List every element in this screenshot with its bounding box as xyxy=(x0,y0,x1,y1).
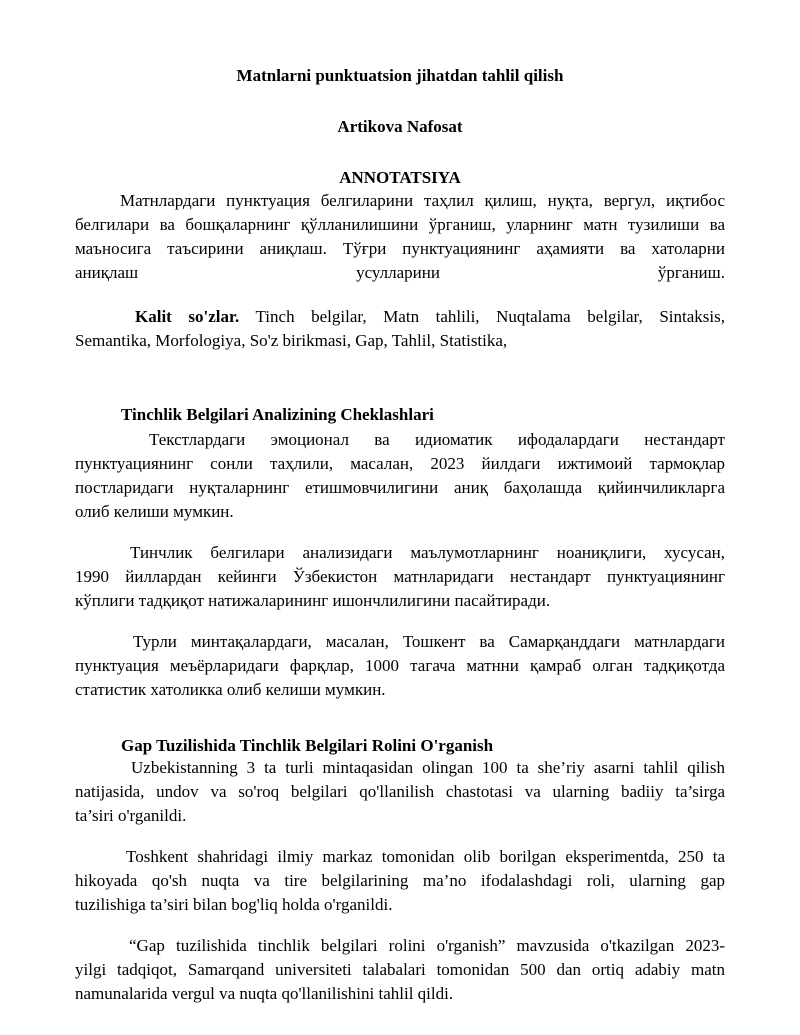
paragraph-line: tuzilishiga ta’siri bilan bog'liq holda o'rganildi. xyxy=(75,895,393,914)
paragraph-line: Турли минтақалардаги, масалан, Тошкент ва Самарқанддаги матнлардаги xyxy=(133,632,725,651)
paragraph-line: олиб келиши мумкин. xyxy=(75,502,234,521)
annotation-line: маъносига таъсирини аниқлаш. Тўғри пунктуациянинг аҳамияти ва хатоларни xyxy=(75,239,725,258)
paragraph-line: namunalarida vergul va nuqta qo'llanilishini tahlil qildi. xyxy=(75,984,454,1003)
paragraph-line: “Gap tuzilishida tinchlik belgilari rolini o'rganish” mavzusida o'tkazilgan 2023- xyxy=(129,936,725,955)
paragraph-line: пунктуациянинг сонли таҳлили, масалан, 2023 йилдаги ижтимоий тармоқлар xyxy=(75,454,725,473)
paragraph-line: статистик хатоликка олиб келиши мумкин. xyxy=(75,680,386,699)
section-heading: Tinchlik Belgilari Analizining Cheklashlari xyxy=(121,405,434,424)
paragraph-line: hikoyada qo'sh nuqta va tire belgilarining ma’no ifodalashdagi roli, ularning gap xyxy=(75,871,725,890)
paragraph-line: Toshkent shahridagi ilmiy markaz tomonidan olib borilgan eksperimentda, 250 ta xyxy=(126,847,725,866)
body-paragraph xyxy=(75,934,725,1006)
body-paragraph xyxy=(75,630,725,702)
paragraph-line: Тинчлик белгилари анализидаги маълумотларнинг ноаниқлиги, хусусан, xyxy=(130,543,725,562)
body-paragraph xyxy=(75,428,725,524)
keywords-paragraph xyxy=(75,305,725,353)
keywords-text: Tinch belgilar, Matn tahlili, Nuqtalama belgilar, Sintaksis, xyxy=(239,307,725,326)
section-heading: Gap Tuzilishida Tinchlik Belgilari Rolini O'rganish xyxy=(121,736,494,755)
paragraph-line: пунктуация меъёрларидаги фарқлар, 1000 тагача матнни қамраб олган тадқиқотда xyxy=(75,656,725,675)
paragraph-line: Текстлардаги эмоционал ва идиоматик ифодалардаги нестандарт xyxy=(149,430,725,449)
annotation-heading: ANNOTATSIYA xyxy=(339,168,461,187)
body-paragraph xyxy=(75,756,725,828)
keywords-label: Kalit so'zlar. xyxy=(135,307,240,326)
document-title: Matnlarni punktuatsion jihatdan tahlil qilish xyxy=(236,66,564,85)
paragraph-line: 1990 йиллардан кейинги Ўзбекистон матнларидаги нестандарт пунктуациянинг xyxy=(75,567,725,586)
keywords-line: Semantika, Morfologiya, So'z birikmasi, Gap, Tahlil, Statistika, xyxy=(75,331,508,350)
paragraph-line: yilgi tadqiqot, Samarqand universiteti talabalari tomonidan 500 dan ortiq adabiy matn xyxy=(75,960,725,979)
paragraph-line: ta’siri o'rganildi. xyxy=(75,806,187,825)
annotation-line: Матнлардаги пунктуация белгиларини таҳлил қилиш, нуқта, вергул, иқтибос xyxy=(120,191,725,210)
paragraph-line: natijasida, undov va so'roq belgilari qo'llanilish chastotasi va ularning badiiy ta’sirga xyxy=(75,782,725,801)
annotation-paragraph xyxy=(75,189,725,285)
keywords-line xyxy=(75,305,725,329)
paragraph-line: постларидаги нуқталарнинг етишмовчилигини аниқ баҳолашда қийинчиликларга xyxy=(75,478,725,497)
annotation-line: белгилари ва бошқаларнинг қўлланилишини ўрганиш, уларнинг матн тузилиши ва xyxy=(75,215,725,234)
annotation-line: аниқлаш усулларини ўрганиш. xyxy=(75,263,725,282)
paragraph-line: кўплиги тадқиқот натижаларининг ишончлилигини пасайтиради. xyxy=(75,591,551,610)
author-name: Artikova Nafosat xyxy=(337,117,463,136)
body-paragraph xyxy=(75,541,725,613)
paragraph-line: Uzbekistanning 3 ta turli mintaqasidan olingan 100 ta she’riy asarni tahlil qilish xyxy=(131,758,725,777)
body-paragraph xyxy=(75,845,725,917)
